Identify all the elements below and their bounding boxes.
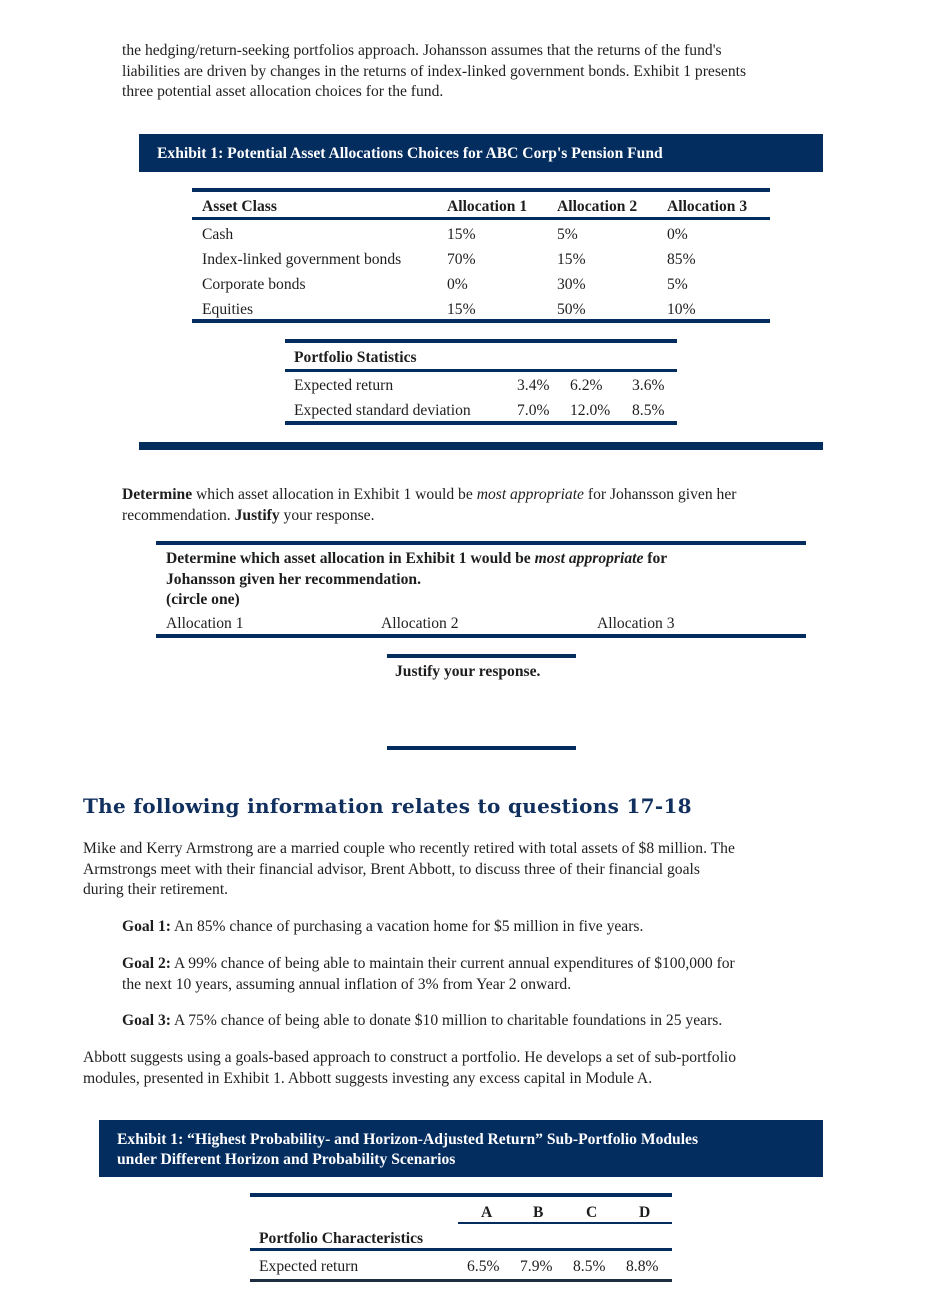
modules-header-rule — [250, 1248, 672, 1251]
stat-label: Expected standard deviation — [294, 402, 471, 419]
intro-line: during their retirement. — [83, 881, 229, 898]
goal-label: Goal 2: — [122, 955, 171, 972]
allocation-cell: 50% — [557, 301, 586, 318]
question-text-segment: which asset allocation in Exhibit 1 would be — [192, 486, 477, 503]
module-value: 6.5% — [467, 1258, 500, 1275]
col-header-b: B — [533, 1204, 544, 1221]
table-bottom-rule — [192, 319, 770, 323]
paragraph-line: Abbott suggests using a goals-based approach to construct a portfolio. He develops a set of sub-portfolio — [83, 1049, 737, 1066]
goal-text: the next 10 years, assuming annual inflation of 3% from Year 2 onward. — [122, 975, 572, 993]
intro-line: the hedging/return-seeking portfolios approach. Johansson assumes that the returns of the fund's — [122, 42, 722, 59]
module-value: 8.8% — [626, 1258, 659, 1275]
determine-keyword: Determine — [122, 486, 193, 503]
allocation-cell: 5% — [557, 226, 578, 243]
allocation-cell: 10% — [667, 301, 696, 318]
justify-top-rule — [387, 654, 576, 658]
col-header-c: C — [586, 1204, 598, 1221]
modules-exhibit-title-line-1: Exhibit 1: “Highest Probability- and Horizon-Adjusted Return” Sub-Portfolio Modules — [117, 1131, 699, 1148]
most-appropriate-emphasis: most appropriate — [534, 550, 644, 567]
allocation-cell: 15% — [447, 301, 476, 318]
question-text — [122, 485, 842, 526]
allocation-cell: 30% — [557, 276, 586, 293]
section2-intro — [83, 839, 843, 901]
module-value: 7.9% — [520, 1258, 553, 1275]
goal-text: A 99% chance of being able to maintain their current annual expenditures of $100,000 for — [170, 955, 735, 972]
question-line-1 — [122, 485, 842, 506]
allocation-cell: 15% — [447, 226, 476, 243]
row-header-portfolio-characteristics: Portfolio Characteristics — [259, 1230, 424, 1247]
justify-keyword: Justify — [234, 506, 280, 524]
modules-exhibit-title-line-2: under Different Horizon and Probability Scenarios — [117, 1151, 456, 1168]
allocation-cell: 5% — [667, 276, 688, 293]
option-allocation-3[interactable]: Allocation 3 — [597, 615, 675, 632]
allocation-cell: 15% — [557, 251, 586, 268]
col-header-allocation-2: Allocation 2 — [557, 198, 638, 215]
stats-top-rule — [285, 339, 677, 343]
section-heading: The following information relates to questions 17-18 — [83, 794, 692, 818]
goal-3 — [122, 1011, 842, 1032]
col-header-a: A — [481, 1204, 493, 1221]
stat-value: 3.4% — [517, 377, 550, 394]
stat-value: 12.0% — [570, 402, 611, 419]
modules-table-bottom-rule — [250, 1279, 672, 1282]
answer-prompt — [166, 549, 806, 611]
answer-box-top-rule — [156, 541, 806, 545]
option-allocation-1[interactable]: Allocation 1 — [166, 615, 244, 632]
option-allocation-2[interactable]: Allocation 2 — [381, 615, 459, 632]
modules-exhibit-title-bar — [99, 1120, 823, 1177]
col-header-allocation-3: Allocation 3 — [667, 198, 748, 215]
stat-value: 3.6% — [632, 377, 665, 394]
question-line-2 — [122, 506, 842, 527]
stats-header: Portfolio Statistics — [294, 349, 417, 366]
stat-label: Expected return — [294, 377, 394, 394]
stat-value: 7.0% — [517, 402, 550, 419]
stats-bottom-rule — [285, 421, 677, 425]
justify-label: Justify your response. — [395, 663, 541, 680]
justify-response-area[interactable] — [387, 684, 576, 746]
intro-line: liabilities are driven by changes in the returns of index-linked government bonds. Exhibit 1 presents — [122, 62, 747, 80]
question-text-segment: for Johansson given her — [583, 486, 737, 503]
justify-bottom-rule — [387, 746, 576, 750]
modules-exhibit-title — [117, 1130, 698, 1170]
answer-box-bottom-rule — [156, 634, 806, 638]
characteristic-label: Expected return — [259, 1258, 359, 1275]
answer-prompt-segment: Determine which asset allocation in Exhibit 1 would be — [166, 550, 535, 567]
answer-prompt-segment: for — [643, 550, 668, 567]
abbott-paragraph — [83, 1048, 843, 1089]
answer-prompt-line-2: Johansson given her recommendation. — [166, 570, 422, 588]
module-value: 8.5% — [573, 1258, 606, 1275]
goal-text: An 85% chance of purchasing a vacation home for $5 million in five years. — [170, 918, 644, 935]
col-header-allocation-1: Allocation 1 — [447, 198, 528, 215]
col-header-asset-class: Asset Class — [202, 198, 277, 215]
goal-2 — [122, 954, 842, 995]
stats-header-rule — [285, 369, 677, 372]
most-appropriate-emphasis: most appropriate — [476, 486, 584, 503]
intro-line: Armstrongs meet with their financial advisor, Brent Abbott, to discuss three of their financial goals — [83, 860, 700, 878]
stat-value: 8.5% — [632, 402, 665, 419]
allocation-cell: 70% — [447, 251, 476, 268]
asset-class-cell: Index-linked government bonds — [202, 251, 402, 268]
col-header-d: D — [639, 1204, 651, 1221]
exhibit1-bottom-bar — [139, 442, 823, 450]
goal-label: Goal 3: — [122, 1012, 171, 1029]
paragraph-line: modules, presented in Exhibit 1. Abbott suggests investing any excess capital in Module A. — [83, 1069, 653, 1087]
allocation-cell: 0% — [447, 276, 468, 293]
stat-value: 6.2% — [570, 377, 603, 394]
intro-line: three potential asset allocation choices for the fund. — [122, 83, 444, 100]
goal-1 — [122, 917, 842, 938]
asset-class-cell: Cash — [202, 226, 234, 243]
goal-text: A 75% chance of being able to donate $10 million to charitable foundations in 25 years. — [170, 1012, 723, 1029]
allocation-cell: 0% — [667, 226, 688, 243]
column-header-underline — [458, 1222, 672, 1224]
exhibit1-title-bar — [139, 134, 823, 172]
asset-class-cell: Corporate bonds — [202, 276, 306, 293]
question-text-segment: recommendation. — [122, 506, 235, 524]
question-text-segment: your response. — [279, 506, 375, 524]
table-top-rule — [192, 188, 770, 192]
circle-one-instruction: (circle one) — [166, 591, 240, 608]
intro-line: Mike and Kerry Armstrong are a married couple who recently retired with total assets of $8 million. The — [83, 840, 735, 857]
answer-prompt-line-1 — [166, 549, 806, 570]
asset-class-cell: Equities — [202, 301, 254, 318]
header-rule — [192, 217, 770, 220]
exhibit1-title: Exhibit 1: Potential Asset Allocations Choices for ABC Corp's Pension Fund — [157, 145, 663, 162]
intro-paragraph — [122, 41, 852, 103]
modules-table-top-rule — [250, 1193, 672, 1197]
allocation-cell: 85% — [667, 251, 696, 268]
goal-label: Goal 1: — [122, 918, 171, 935]
